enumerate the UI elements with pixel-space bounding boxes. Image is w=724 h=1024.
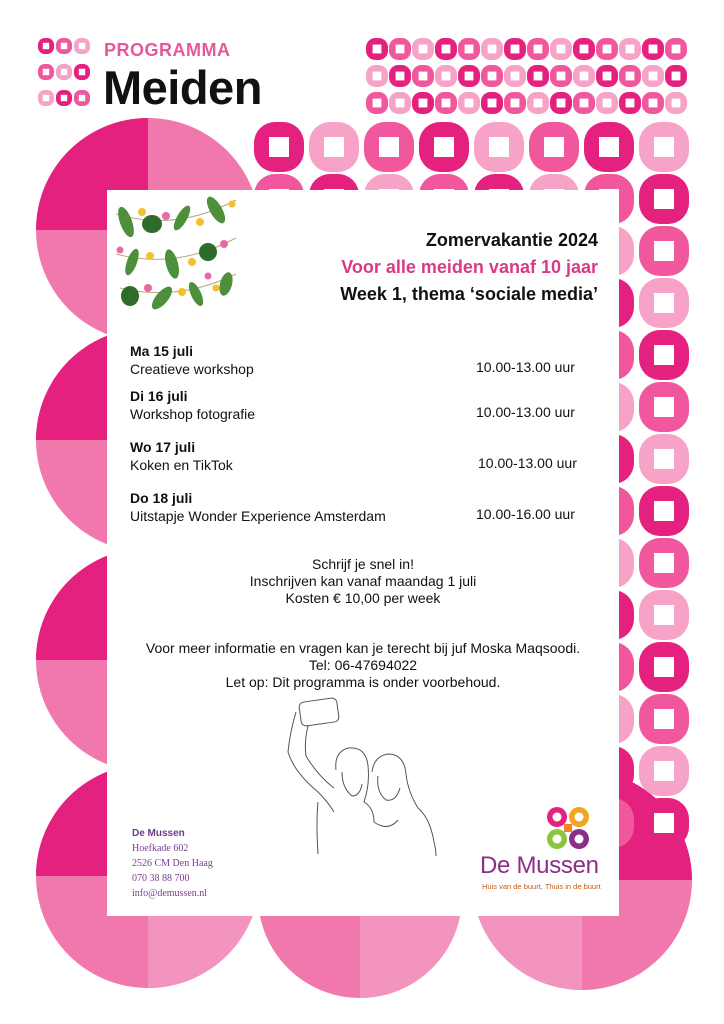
tile-pattern-top	[366, 38, 687, 114]
schedule-activity: Workshop fotografie	[130, 406, 256, 422]
audience-subtitle: Voor alle meiden vanaf 10 jaar	[341, 257, 598, 277]
header-logo-tiles	[38, 38, 90, 106]
brand-name: De Mussen	[480, 852, 599, 879]
schedule-time: 10.00-16.00 uur	[476, 506, 575, 522]
schedule-day: Di 16 juli	[130, 388, 188, 404]
schedule-time: 10.00-13.00 uur	[476, 359, 575, 375]
info-disclaimer: Let op: Dit programma is onder voorbehoud.	[225, 674, 501, 690]
schedule-day: Wo 17 juli	[130, 439, 196, 455]
schedule-time: 10.00-13.00 uur	[476, 404, 575, 420]
de-mussen-logo-icon	[543, 803, 593, 853]
address-block	[132, 826, 213, 901]
brand-tagline: Huis van de buurt, Thuis in de buurt	[482, 882, 601, 891]
tropical-garland-illustration	[112, 192, 240, 314]
schedule-time: 10.00-13.00 uur	[478, 455, 577, 471]
address-email[interactable]: info@demussen.nl	[132, 888, 208, 899]
schedule-item	[130, 439, 233, 473]
season-title: Zomervakantie 2024	[425, 230, 598, 250]
signup-call: Schrijf je snel in!	[312, 556, 414, 572]
signup-cost: Kosten € 10,00 per week	[285, 590, 441, 606]
schedule-item	[130, 343, 254, 377]
schedule-day: Do 18 juli	[130, 490, 193, 506]
schedule-item	[130, 490, 386, 524]
schedule-day: Ma 15 juli	[130, 343, 194, 359]
info-contact: Voor meer informatie en vragen kan je terecht bij juf Moska Maqsoodi.	[145, 640, 581, 656]
signup-date: Inschrijven kan vanaf maandag 1 juli	[249, 573, 477, 589]
schedule-activity: Koken en TikTok	[130, 457, 233, 473]
program-label: PROGRAMMA	[104, 40, 231, 60]
signup-block	[107, 556, 619, 607]
info-phone: Tel: 06-47694022	[308, 657, 418, 673]
address-org: De Mussen	[132, 828, 185, 839]
week-theme: Week 1, thema ‘sociale media’	[340, 284, 598, 304]
address-city: 2526 CM Den Haag	[132, 858, 213, 869]
program-title: Meiden	[103, 61, 262, 114]
schedule-activity: Creatieve workshop	[130, 361, 254, 377]
address-street: Hoefkade 602	[132, 843, 189, 854]
selfie-line-drawing	[278, 692, 448, 862]
schedule-item	[130, 388, 255, 422]
address-phone: 070 38 88 700	[132, 873, 190, 884]
info-block	[107, 640, 619, 691]
schedule-activity: Uitstapje Wonder Experience Amsterdam	[130, 508, 386, 524]
